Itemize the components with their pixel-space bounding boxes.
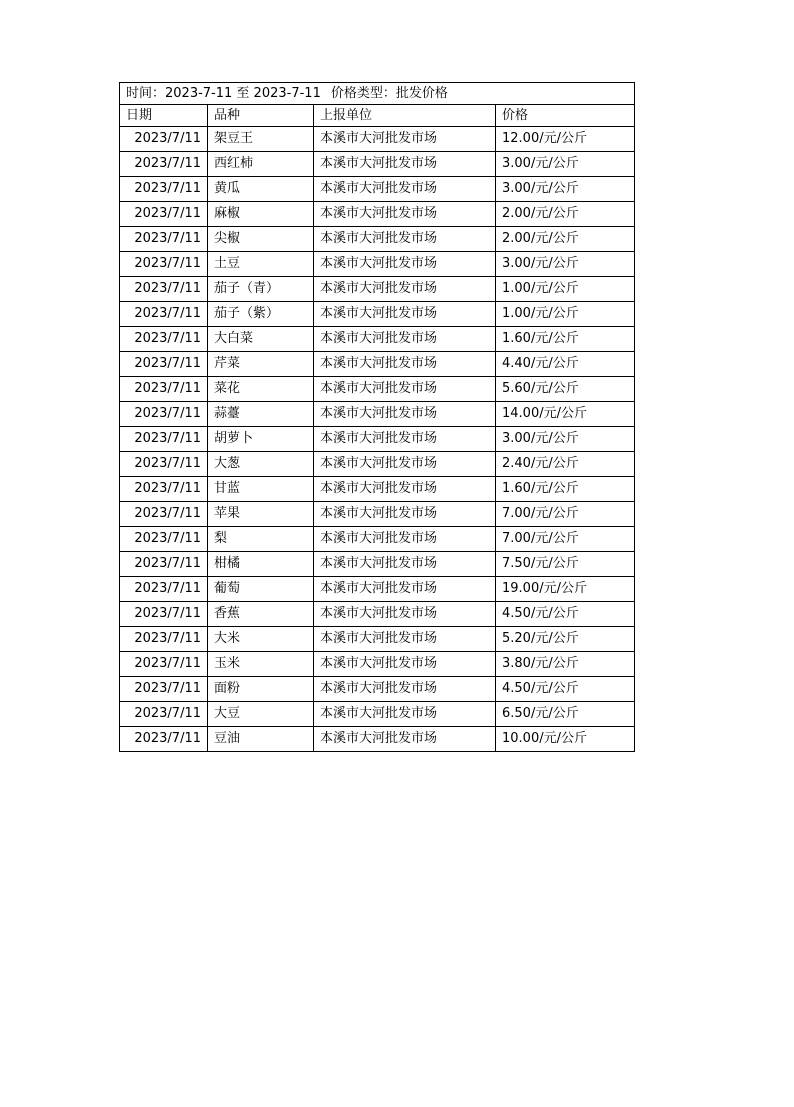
variety-cell: 胡萝卜 — [208, 427, 314, 452]
price-cell: 1.60/元/公斤 — [496, 477, 635, 502]
unit-cell: 本溪市大河批发市场 — [314, 252, 496, 277]
table-row — [120, 577, 635, 602]
price-cell: 3.00/元/公斤 — [496, 152, 635, 177]
variety-cell: 大白菜 — [208, 327, 314, 352]
variety-cell: 柑橘 — [208, 552, 314, 577]
table-row — [120, 452, 635, 477]
date-cell: 2023/7/11 — [120, 402, 208, 427]
time-label: 时间： — [126, 86, 166, 101]
price-cell: 10.00/元/公斤 — [496, 727, 635, 752]
price-type-value: 批发价格 — [395, 86, 448, 101]
table-row — [120, 202, 635, 227]
unit-cell: 本溪市大河批发市场 — [314, 527, 496, 552]
variety-cell: 甘蓝 — [208, 477, 314, 502]
table-body — [120, 83, 635, 752]
table-row — [120, 152, 635, 177]
date-cell: 2023/7/11 — [120, 702, 208, 727]
date-cell: 2023/7/11 — [120, 627, 208, 652]
table-row — [120, 677, 635, 702]
header-row — [120, 105, 635, 127]
date-cell: 2023/7/11 — [120, 577, 208, 602]
price-cell: 3.00/元/公斤 — [496, 177, 635, 202]
variety-cell: 土豆 — [208, 252, 314, 277]
unit-cell: 本溪市大河批发市场 — [314, 502, 496, 527]
date-cell: 2023/7/11 — [120, 452, 208, 477]
variety-cell: 蒜薹 — [208, 402, 314, 427]
unit-cell: 本溪市大河批发市场 — [314, 277, 496, 302]
date-cell: 2023/7/11 — [120, 352, 208, 377]
header-date: 日期 — [120, 105, 208, 127]
variety-cell: 大豆 — [208, 702, 314, 727]
variety-cell: 架豆王 — [208, 127, 314, 152]
price-cell: 6.50/元/公斤 — [496, 702, 635, 727]
table-row — [120, 302, 635, 327]
price-cell: 2.00/元/公斤 — [496, 202, 635, 227]
price-type-label: 价格类型： — [330, 86, 396, 101]
date-cell: 2023/7/11 — [120, 302, 208, 327]
variety-cell: 西红柿 — [208, 152, 314, 177]
header-price: 价格 — [496, 105, 635, 127]
title-cell — [120, 83, 635, 105]
unit-cell: 本溪市大河批发市场 — [314, 677, 496, 702]
variety-cell: 茄子（紫） — [208, 302, 314, 327]
table-row — [120, 377, 635, 402]
unit-cell: 本溪市大河批发市场 — [314, 202, 496, 227]
unit-cell: 本溪市大河批发市场 — [314, 652, 496, 677]
price-cell: 14.00/元/公斤 — [496, 402, 635, 427]
price-cell: 12.00/元/公斤 — [496, 127, 635, 152]
table-row — [120, 627, 635, 652]
table-row — [120, 702, 635, 727]
table-row — [120, 652, 635, 677]
variety-cell: 玉米 — [208, 652, 314, 677]
price-cell: 1.00/元/公斤 — [496, 277, 635, 302]
date-cell: 2023/7/11 — [120, 652, 208, 677]
date-cell: 2023/7/11 — [120, 127, 208, 152]
table-row — [120, 277, 635, 302]
date-cell: 2023/7/11 — [120, 202, 208, 227]
table-row — [120, 552, 635, 577]
unit-cell: 本溪市大河批发市场 — [314, 552, 496, 577]
variety-cell: 梨 — [208, 527, 314, 552]
date-cell: 2023/7/11 — [120, 277, 208, 302]
date-cell: 2023/7/11 — [120, 377, 208, 402]
price-cell: 3.80/元/公斤 — [496, 652, 635, 677]
date-cell: 2023/7/11 — [120, 727, 208, 752]
unit-cell: 本溪市大河批发市场 — [314, 452, 496, 477]
unit-cell: 本溪市大河批发市场 — [314, 627, 496, 652]
date-cell: 2023/7/11 — [120, 252, 208, 277]
variety-cell: 葡萄 — [208, 577, 314, 602]
variety-cell: 麻椒 — [208, 202, 314, 227]
date-cell: 2023/7/11 — [120, 502, 208, 527]
title-row — [120, 83, 635, 105]
unit-cell: 本溪市大河批发市场 — [314, 152, 496, 177]
table-row — [120, 502, 635, 527]
header-unit: 上报单位 — [314, 105, 496, 127]
variety-cell: 苹果 — [208, 502, 314, 527]
variety-cell: 黄瓜 — [208, 177, 314, 202]
price-cell: 19.00/元/公斤 — [496, 577, 635, 602]
variety-cell: 尖椒 — [208, 227, 314, 252]
table-row — [120, 127, 635, 152]
table-row — [120, 252, 635, 277]
unit-cell: 本溪市大河批发市场 — [314, 602, 496, 627]
variety-cell: 大葱 — [208, 452, 314, 477]
table-row — [120, 527, 635, 552]
unit-cell: 本溪市大河批发市场 — [314, 177, 496, 202]
price-cell: 5.60/元/公斤 — [496, 377, 635, 402]
unit-cell: 本溪市大河批发市场 — [314, 727, 496, 752]
unit-cell: 本溪市大河批发市场 — [314, 402, 496, 427]
variety-cell: 茄子（青） — [208, 277, 314, 302]
date-cell: 2023/7/11 — [120, 677, 208, 702]
variety-cell: 芹菜 — [208, 352, 314, 377]
price-cell: 4.50/元/公斤 — [496, 602, 635, 627]
time-range: 2023-7-11 至 2023-7-11 — [165, 86, 321, 101]
price-cell: 2.40/元/公斤 — [496, 452, 635, 477]
date-cell: 2023/7/11 — [120, 152, 208, 177]
date-cell: 2023/7/11 — [120, 177, 208, 202]
price-cell: 4.40/元/公斤 — [496, 352, 635, 377]
variety-cell: 菜花 — [208, 377, 314, 402]
table-row — [120, 602, 635, 627]
unit-cell: 本溪市大河批发市场 — [314, 227, 496, 252]
variety-cell: 香蕉 — [208, 602, 314, 627]
unit-cell: 本溪市大河批发市场 — [314, 302, 496, 327]
date-cell: 2023/7/11 — [120, 552, 208, 577]
variety-cell: 面粉 — [208, 677, 314, 702]
variety-cell: 大米 — [208, 627, 314, 652]
price-cell: 1.00/元/公斤 — [496, 302, 635, 327]
price-cell: 1.60/元/公斤 — [496, 327, 635, 352]
unit-cell: 本溪市大河批发市场 — [314, 377, 496, 402]
table-row — [120, 427, 635, 452]
price-cell: 3.00/元/公斤 — [496, 427, 635, 452]
price-table — [119, 82, 635, 752]
price-cell: 7.00/元/公斤 — [496, 527, 635, 552]
unit-cell: 本溪市大河批发市场 — [314, 327, 496, 352]
price-cell: 5.20/元/公斤 — [496, 627, 635, 652]
table-row — [120, 402, 635, 427]
unit-cell: 本溪市大河批发市场 — [314, 477, 496, 502]
unit-cell: 本溪市大河批发市场 — [314, 702, 496, 727]
date-cell: 2023/7/11 — [120, 602, 208, 627]
date-cell: 2023/7/11 — [120, 477, 208, 502]
header-variety: 品种 — [208, 105, 314, 127]
unit-cell: 本溪市大河批发市场 — [314, 127, 496, 152]
price-cell: 4.50/元/公斤 — [496, 677, 635, 702]
table-row — [120, 227, 635, 252]
price-cell: 7.00/元/公斤 — [496, 502, 635, 527]
date-cell: 2023/7/11 — [120, 327, 208, 352]
price-cell: 7.50/元/公斤 — [496, 552, 635, 577]
unit-cell: 本溪市大河批发市场 — [314, 577, 496, 602]
table-row — [120, 352, 635, 377]
date-cell: 2023/7/11 — [120, 427, 208, 452]
price-cell: 2.00/元/公斤 — [496, 227, 635, 252]
table-row — [120, 177, 635, 202]
unit-cell: 本溪市大河批发市场 — [314, 352, 496, 377]
variety-cell: 豆油 — [208, 727, 314, 752]
table-row — [120, 477, 635, 502]
table-row — [120, 327, 635, 352]
date-cell: 2023/7/11 — [120, 227, 208, 252]
price-cell: 3.00/元/公斤 — [496, 252, 635, 277]
table-row — [120, 727, 635, 752]
date-cell: 2023/7/11 — [120, 527, 208, 552]
unit-cell: 本溪市大河批发市场 — [314, 427, 496, 452]
